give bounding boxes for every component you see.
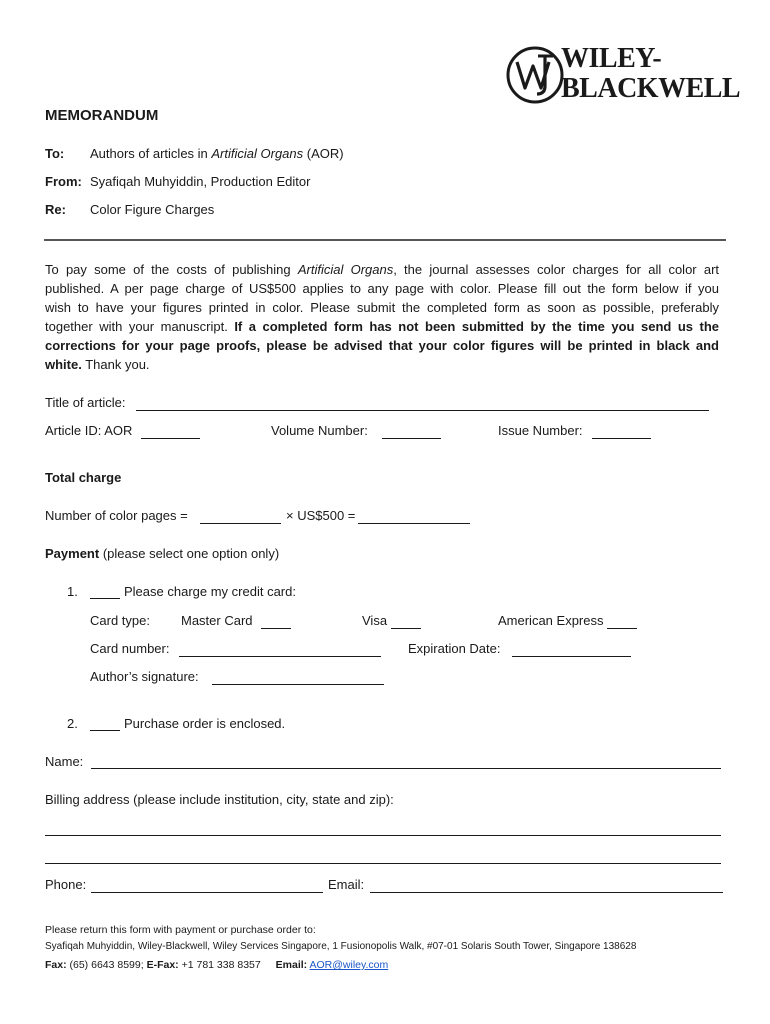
footer-email-label: Email:	[275, 959, 308, 971]
article-id-field[interactable]	[141, 438, 200, 439]
to-label: To:	[45, 146, 65, 161]
email-label: Email:	[328, 877, 365, 892]
option-2-checkbox[interactable]	[90, 730, 120, 731]
footer-email-link[interactable]: AOR@wiley.com	[309, 959, 389, 971]
logo-line2: BLACKWELL	[561, 73, 741, 104]
option-2-number: 2.	[67, 716, 78, 731]
title-label: Title of article:	[45, 395, 126, 410]
intro-bold-text: white.	[45, 357, 82, 372]
intro-text: To pay some of the costs of publishing	[45, 262, 298, 277]
expiration-field[interactable]	[512, 656, 631, 657]
efax-label: E-Fax:	[146, 959, 179, 971]
card-master-checkbox[interactable]	[261, 628, 291, 629]
to-value	[90, 146, 344, 161]
intro-line-5: corrections for your page proofs, please be advised that your color figures will be printed in black and	[45, 338, 719, 353]
billing-field-line-2[interactable]	[45, 863, 721, 864]
intro-line-4	[45, 317, 719, 336]
card-amex-label: American Express	[498, 613, 604, 628]
payment-heading	[45, 546, 279, 561]
to-value-pre: Authors of articles in	[90, 146, 212, 161]
intro-text: together with your manuscript.	[45, 319, 235, 334]
card-visa-checkbox[interactable]	[391, 628, 421, 629]
times-label: × US$500 =	[286, 508, 356, 523]
intro-paragraph	[45, 260, 719, 374]
billing-label: Billing address (please include institution, city, state and zip):	[45, 792, 394, 807]
option-2-label: Purchase order is enclosed.	[124, 716, 286, 731]
phone-field[interactable]	[91, 892, 323, 893]
footer-contact	[45, 959, 388, 971]
card-type-label: Card type:	[90, 613, 150, 628]
fax-label: Fax:	[45, 959, 67, 971]
card-master-label: Master Card	[181, 613, 253, 628]
intro-bold-text: If a completed form has not been submitted by the time you send us the	[234, 319, 719, 334]
total-charge-heading: Total charge	[45, 470, 122, 485]
to-value-post: (AOR)	[303, 146, 344, 161]
name-field[interactable]	[91, 768, 721, 769]
payment-heading-label: Payment	[45, 546, 100, 561]
from-value: Syafiqah Muhyiddin, Production Editor	[90, 174, 311, 189]
color-pages-field[interactable]	[200, 523, 281, 524]
card-amex-checkbox[interactable]	[607, 628, 637, 629]
card-visa-label: Visa	[362, 613, 388, 628]
volume-label: Volume Number:	[271, 423, 368, 438]
phone-label: Phone:	[45, 877, 87, 892]
wiley-blackwell-logo	[505, 43, 741, 106]
signature-label: Author’s signature:	[90, 669, 199, 684]
intro-text: , the journal assesses color charges for all color art	[393, 262, 720, 277]
re-value: Color Figure Charges	[90, 202, 215, 217]
to-journal: Artificial Organs	[211, 146, 304, 161]
email-field[interactable]	[370, 892, 723, 893]
article-id-label: Article ID: AOR	[45, 423, 133, 438]
payment-note: (please select one option only)	[99, 546, 280, 561]
card-number-field[interactable]	[179, 656, 381, 657]
title-field[interactable]	[136, 410, 709, 411]
intro-line-1	[45, 260, 719, 279]
option-1-label: Please charge my credit card:	[124, 584, 296, 599]
logo-line1: WILEY-	[561, 43, 662, 74]
expiration-label: Expiration Date:	[408, 641, 501, 656]
intro-line-3: wish to have your figures printed in color. Please submit the completed form as soon as possible, preferably	[45, 300, 719, 315]
issue-label: Issue Number:	[498, 423, 583, 438]
header-divider	[44, 239, 726, 241]
wiley-emblem-icon	[505, 44, 567, 106]
footer-address: Syafiqah Muhyiddin, Wiley-Blackwell, Wiley Services Singapore, 1 Fusionopolis Walk, #07-01 Solaris South Tower, Singapore 138628	[45, 941, 637, 952]
issue-field[interactable]	[592, 438, 651, 439]
memo-title: MEMORANDUM	[45, 107, 159, 124]
total-amount-field[interactable]	[358, 523, 470, 524]
card-number-label: Card number:	[90, 641, 170, 656]
intro-journal: Artificial Organs	[297, 262, 394, 277]
from-label: From:	[45, 174, 82, 189]
intro-text: Thank you.	[81, 357, 150, 372]
option-1-checkbox[interactable]	[90, 598, 120, 599]
signature-field[interactable]	[212, 684, 384, 685]
footer-return-text: Please return this form with payment or purchase order to:	[45, 924, 316, 936]
efax-value: +1 781 338 8357	[178, 959, 261, 971]
intro-line-2: published. A per page charge of US$500 applies to any page with color. Please fill out the form below if you	[45, 281, 719, 296]
re-label: Re:	[45, 202, 66, 217]
intro-line-6	[45, 355, 719, 374]
billing-field-line-1[interactable]	[45, 835, 721, 836]
name-label: Name:	[45, 754, 84, 769]
option-1-number: 1.	[67, 584, 78, 599]
fax-value: (65) 6643 8599;	[66, 959, 147, 971]
color-pages-label: Number of color pages =	[45, 508, 188, 523]
volume-field[interactable]	[382, 438, 441, 439]
